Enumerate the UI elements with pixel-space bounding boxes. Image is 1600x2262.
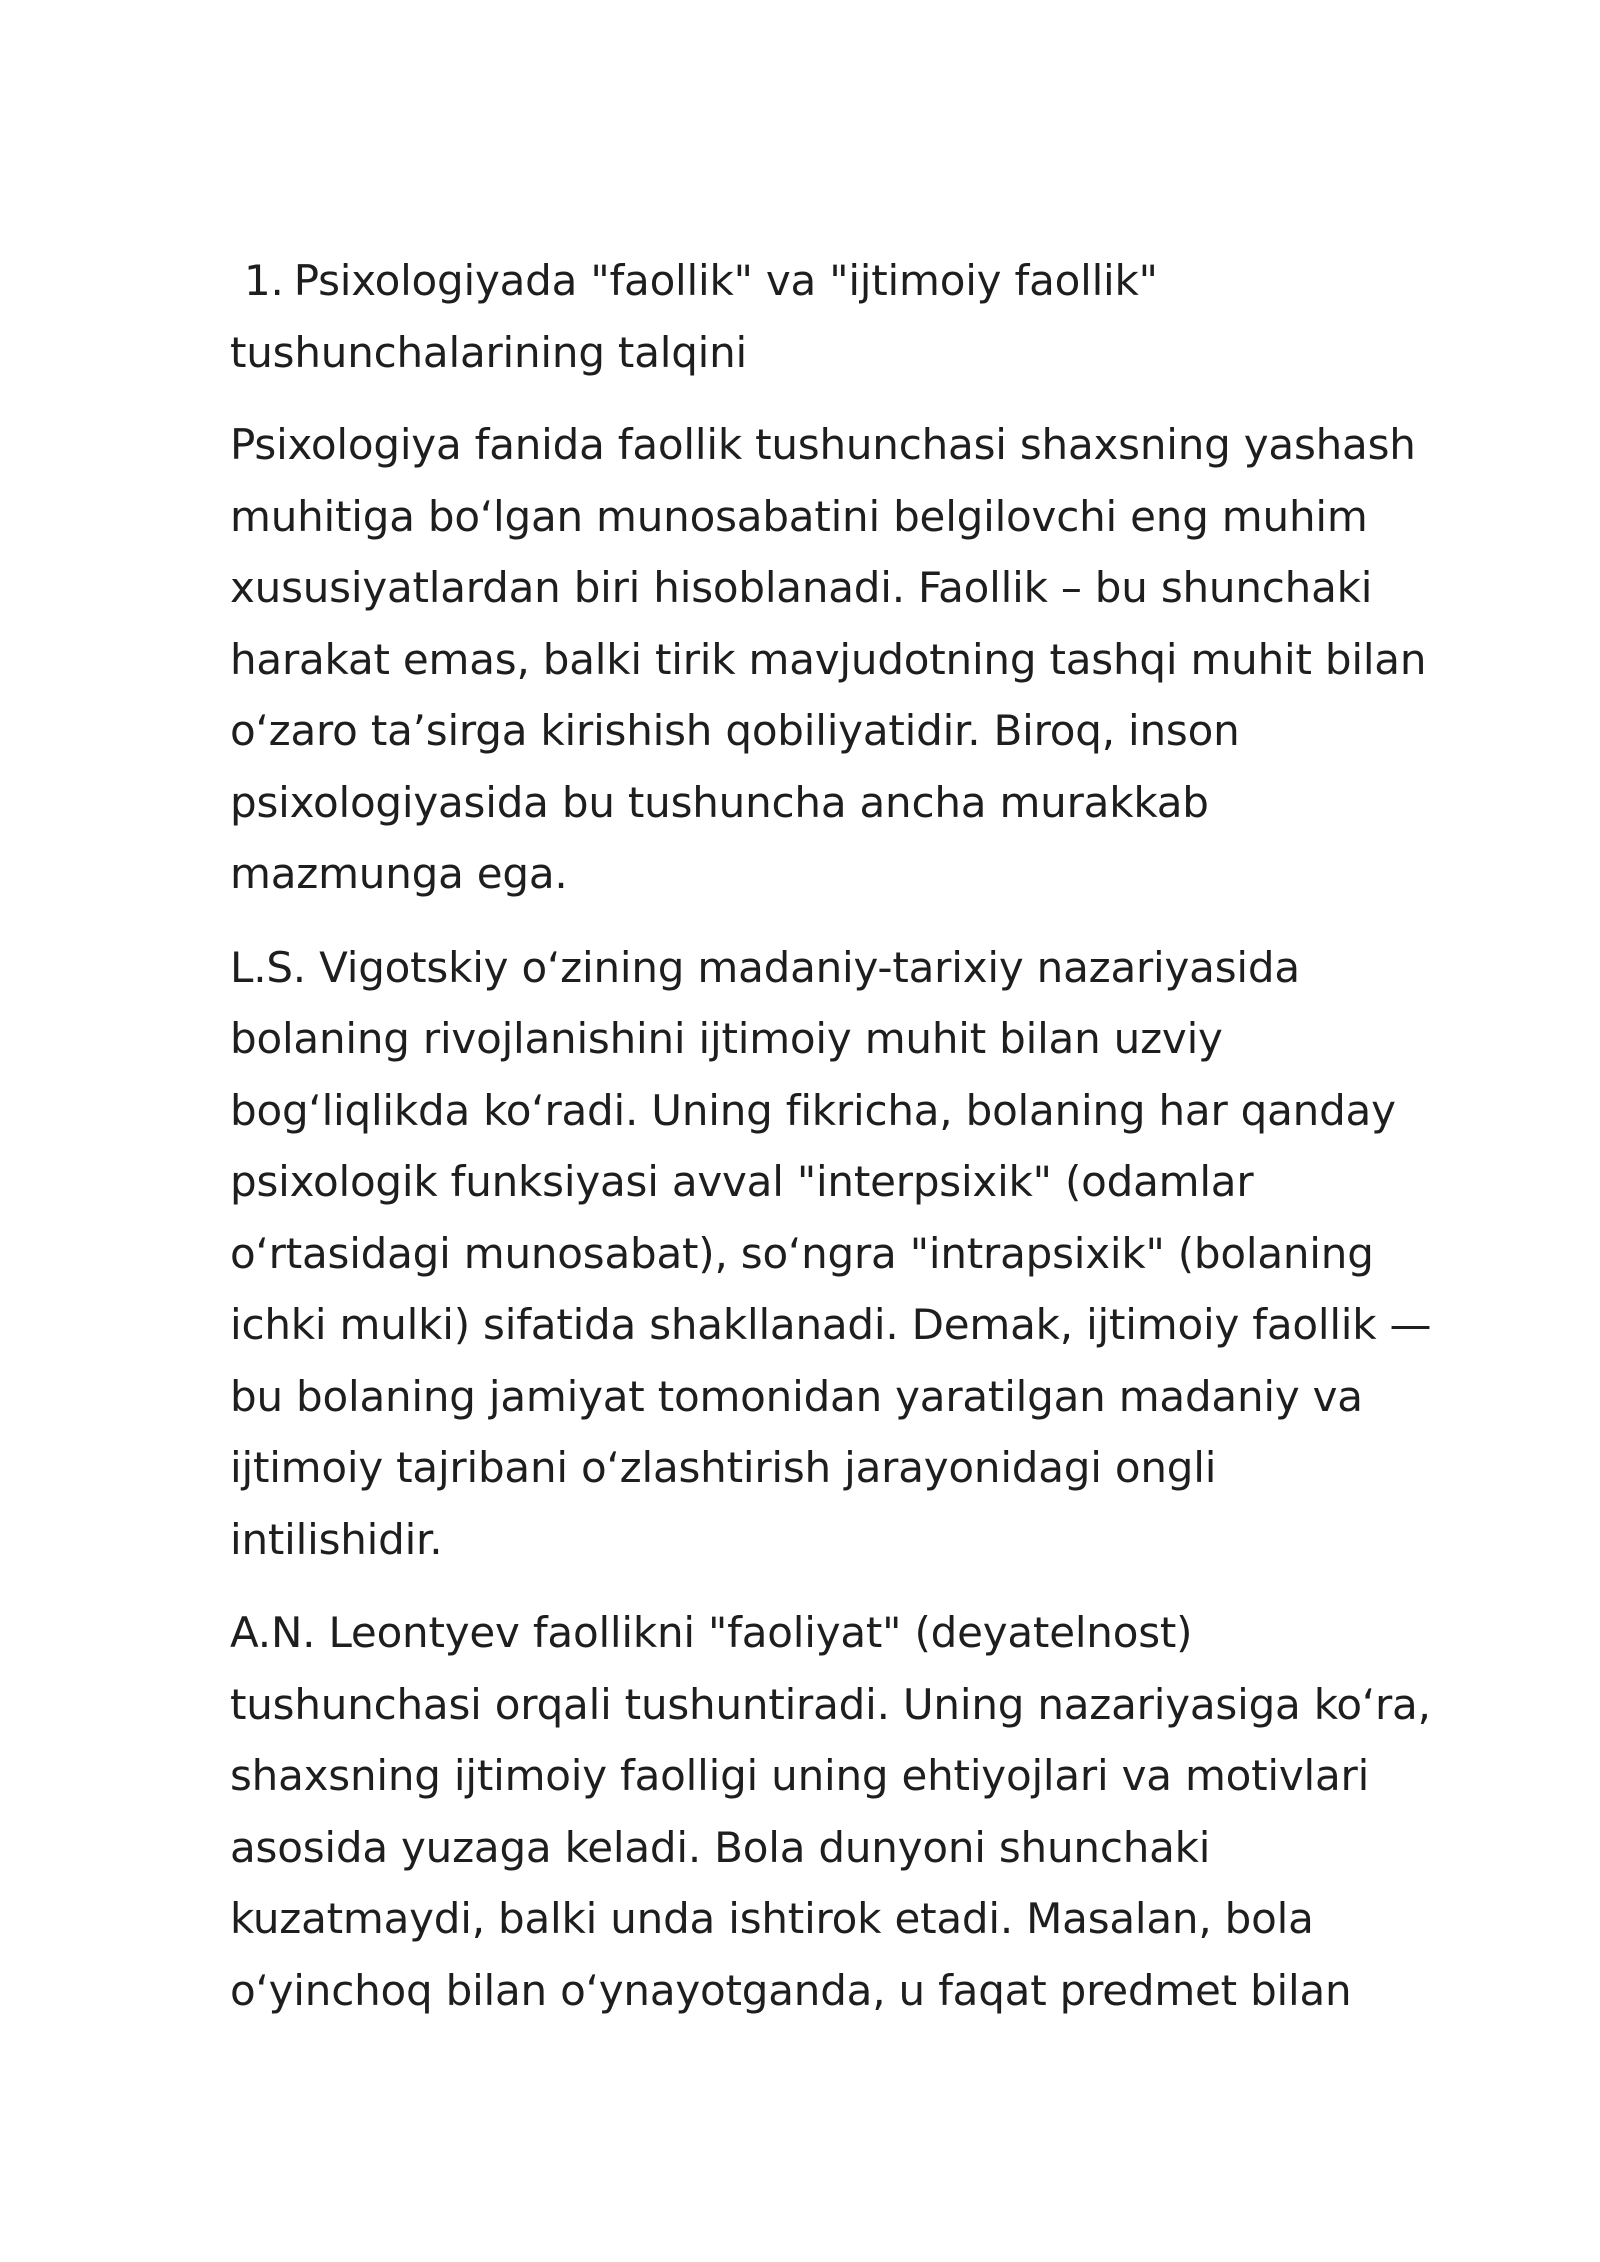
paragraph-intro: Psixologiya fanida faollik tushunchasi shaxsning yashash muhitiga bo‘lgan munosabatini belgilovchi eng muhim xususiyatlardan biri hisoblanadi. Faollik – bu shunchaki harakat emas, balki tirik mavjudotning tashqi muhit bilan o‘zaro ta’sirga kirishish qobiliyatidir. Biroq, inson psixologiyasida bu tushuncha ancha murakkab mazmunga ega. [230,420,1427,898]
paragraph-leontyev: A.N. Leontyev faollikni "faoliyat" (deyatelnost) tushunchasi orqali tushuntiradi. Uning nazariyasiga ko‘ra, shaxsning ijtimoiy faolligi uning ehtiyojlari va motivlari asosida yuzaga keladi. Bola dunyoni shunchaki kuzatmaydi, balki unda ishtirok etadi. Masalan, bola o‘yinchoq bilan o‘ynayotganda, u faqat predmet bilan [230,1608,1431,2015]
paragraph-vygotsky: L.S. Vigotskiy o‘zining madaniy-tarixiy nazariyasida bolaning rivojlanishini ijtimoiy muhit bilan uzviy bog‘liqlikda ko‘radi. Uning fikricha, bolaning har qanday psixologik funksiyasi avval "interpsixik" (odamlar o‘rtasidagi munosabat), so‘ngra "intrapsixik" (bolaning ichki mulki) sifatida shakllanadi. Demak, ijtimoiy faollik — bu bolaning jamiyat tomonidan yaratilgan madaniy va ijtimoiy tajribani o‘zlashtirish jarayonidagi ongli intilishidir. [230,942,1432,1564]
section-heading [230,245,1520,389]
document-body [230,245,1520,2048]
section-title: Psixologiyada "faollik" va "ijtimoiy faollik" tushunchalarining talqini [230,256,1158,377]
section-number: 1. [244,256,284,305]
